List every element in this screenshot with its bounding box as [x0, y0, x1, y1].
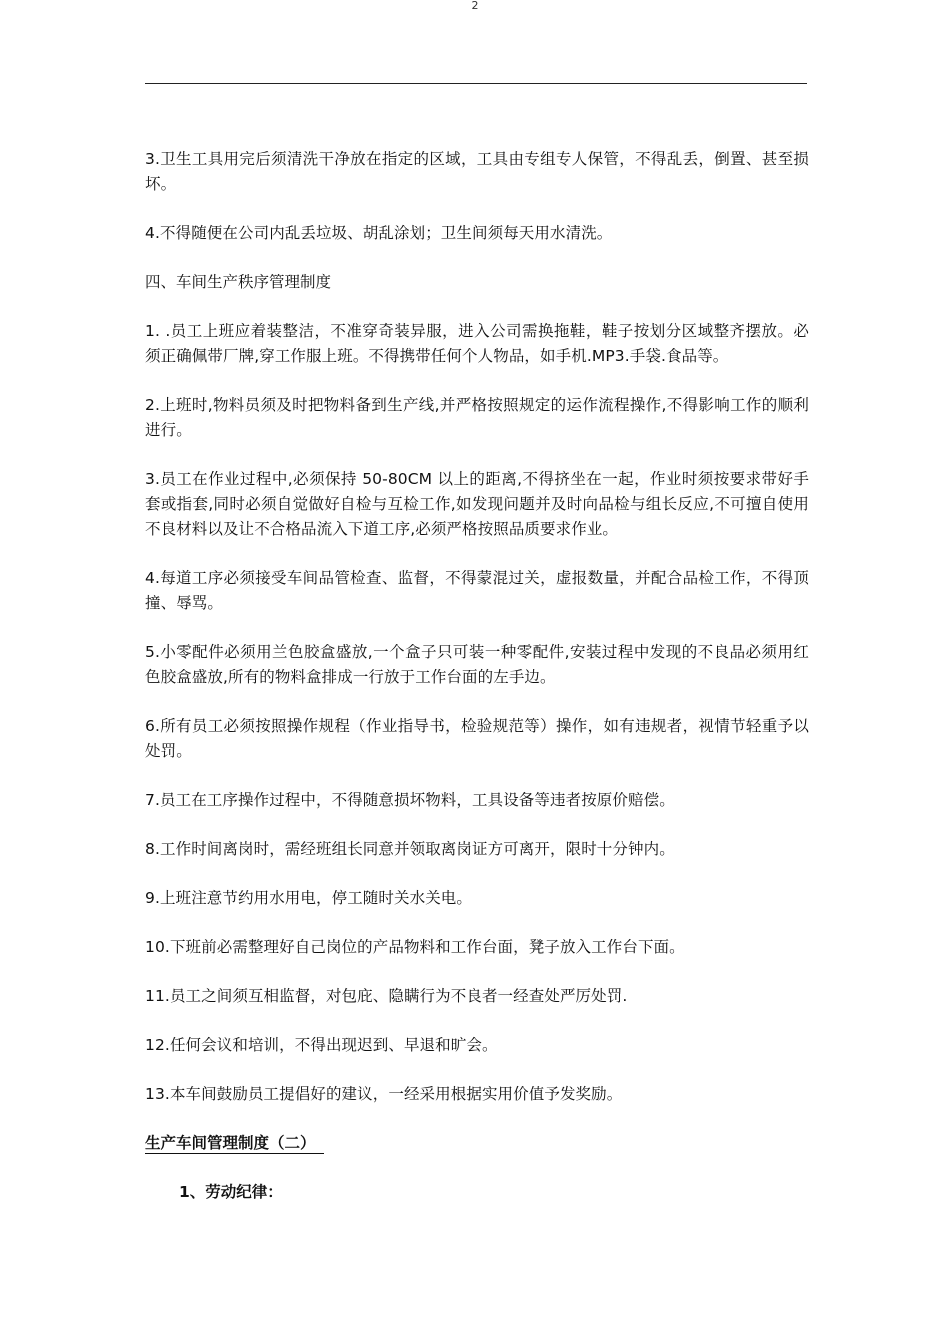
subtitle-text: 生产车间管理制度（二）: [145, 1134, 324, 1154]
subsection-heading: 1、劳动纪律：: [179, 1183, 283, 1201]
paragraph: 4.不得随便在公司内乱丢垃圾、胡乱涂划；卫生间须每天用水清洗。: [145, 224, 613, 242]
rule-item: 3.员工在作业过程中,必须保持 50-80CM 以上的距离,不得挤坐在一起，作业时须按要求带好手套或指套,同时必须自觉做好自检与互检工作,如发现问题并及时向品检与组长反应,不可擅自使用不良材料以及让不合格品流入下道工序,必须严格按照品质要求作业。: [145, 470, 809, 538]
document-subtitle: [145, 1131, 809, 1156]
rule-item: 4.每道工序必须接受车间品管检查、监督，不得蒙混过关，虚报数量，并配合品检工作，不得顶撞、辱骂。: [145, 569, 809, 612]
page-number: 2: [471, 0, 479, 12]
rule-item: 1. .员工上班应着装整洁，不准穿奇装异服，进入公司需换拖鞋，鞋子按划分区域整齐摆放。必须正确佩带厂牌,穿工作服上班。不得携带任何个人物品，如手机.MP3.手袋.食品等。: [145, 322, 809, 365]
rule-item: 5.小零配件必须用兰色胶盒盛放,一个盒子只可装一种零配件,安装过程中发现的不良品必须用红色胶盒盛放,所有的物料盒排成一行放于工作台面的左手边。: [145, 643, 809, 686]
document-body: [145, 147, 809, 1205]
rule-item: 2.上班时,物料员须及时把物料备到生产线,并严格按照规定的运作流程操作,不得影响工作的顺利进行。: [145, 396, 809, 439]
rule-item: 9.上班注意节约用水用电，停工随时关水关电。: [145, 889, 472, 907]
section-heading: 四、车间生产秩序管理制度: [145, 273, 332, 291]
rule-item: 10.下班前必需整理好自己岗位的产品物料和工作台面，凳子放入工作台下面。: [145, 938, 685, 956]
rule-item: 6.所有员工必须按照操作规程（作业指导书，检验规范等）操作，如有违规者，视情节轻重予以处罚。: [145, 717, 809, 760]
rule-item: 13.本车间鼓励员工提倡好的建议，一经采用根据实用价值予发奖励。: [145, 1085, 623, 1103]
rule-item: 12.任何会议和培训，不得出现迟到、早退和旷会。: [145, 1036, 498, 1054]
header-divider: [145, 83, 807, 84]
rule-item: 7.员工在工序操作过程中，不得随意损坏物料，工具设备等违者按原价赔偿。: [145, 791, 675, 809]
paragraph: 3.卫生工具用完后须清洗干净放在指定的区域，工具由专组专人保管，不得乱丢，倒置、甚至损坏。: [145, 150, 809, 193]
rule-item: 8.工作时间离岗时，需经班组长同意并领取离岗证方可离开，限时十分钟内。: [145, 840, 675, 858]
rule-item: 11.员工之间须互相监督，对包庇、隐瞒行为不良者一经查处严厉处罚.: [145, 987, 628, 1005]
